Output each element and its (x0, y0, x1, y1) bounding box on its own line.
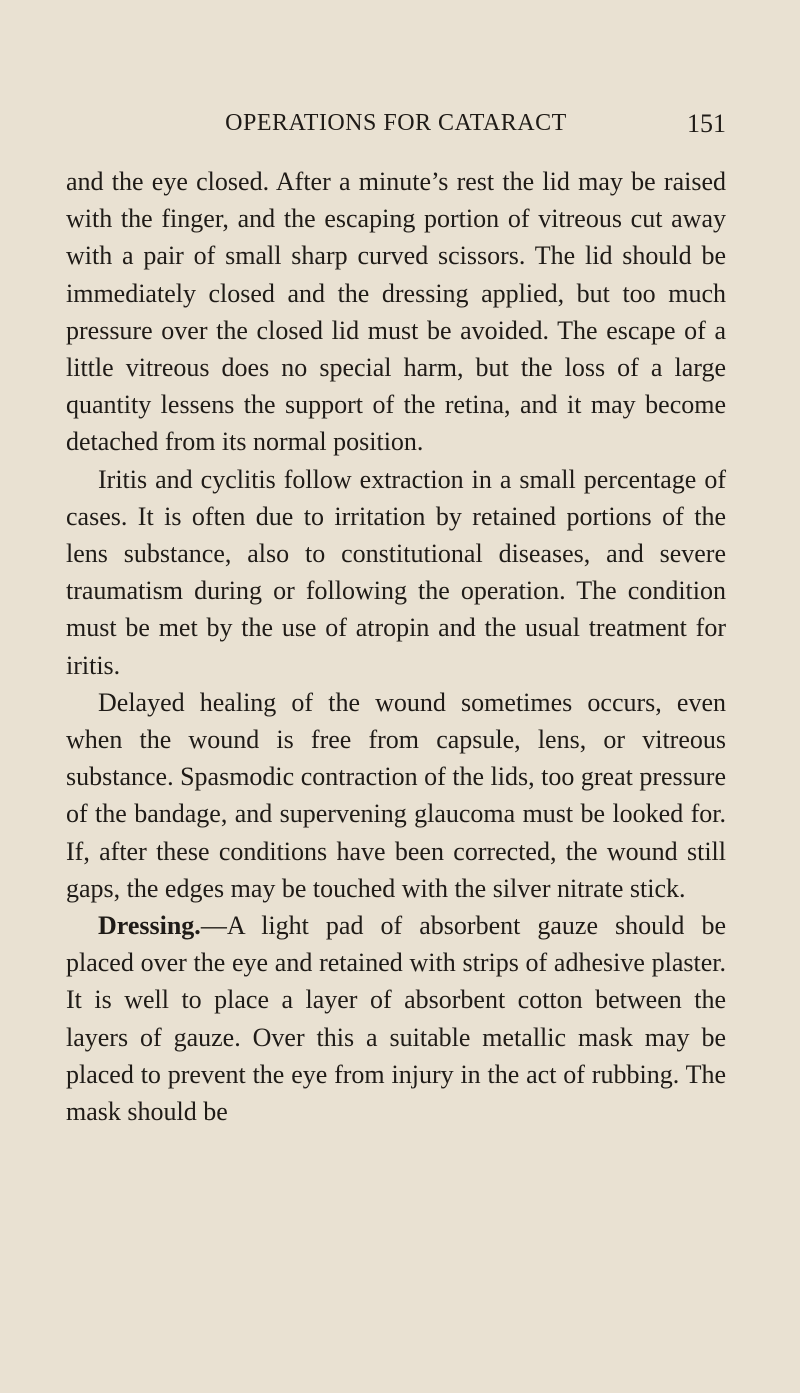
paragraph-dressing (66, 907, 726, 1130)
dressing-text: —A light pad of absorbent gauze should be placed over the eye and retained with strips of adhesive plaster. It is well to place a layer of absorbent cotton between the layers of gauze. Over this a suitable metallic mask may be placed to prevent the eye from injury in the act of rubbing. The mask should be (66, 911, 726, 1127)
running-title: OPERATIONS FOR CATARACT (225, 110, 567, 136)
dressing-heading: Dressing. (98, 911, 201, 941)
paragraph-continued: and the eye closed. After a minute’s rest the lid may be raised with the finger, and the escaping portion of vitreous cut away with a pair of small sharp curved scissors. The lid should be immediately closed and the dressing applied, but too much pressure over the closed lid must be avoided. The escape of a little vitreous does no special harm, but the loss of a large quantity lessens the support of the retina, and it may become detached from its normal position. (66, 167, 726, 457)
page-number: 151 (687, 109, 726, 138)
running-head (66, 110, 726, 150)
paragraph-delayed-healing: Delayed healing of the wound sometimes occurs, even when the wound is free from capsule, lens, or vitreous substance. Spasmodic contraction of the lids, too great pressure of the bandage, and supervening glaucoma must be looked for. If, after these conditions have been corrected, the wound still gaps, the edges may be touched with the silver nitrate stick. (66, 687, 726, 903)
body-text (66, 163, 726, 1130)
paragraph-iritis: Iritis and cyclitis follow extraction in a small percentage of cases. It is often due to irritation by retained portions of the lens substance, also to constitutional diseases, and severe traumatism during or following the operation. The condition must be met by the use of atropin and the usual treatment for iritis. (66, 464, 726, 680)
